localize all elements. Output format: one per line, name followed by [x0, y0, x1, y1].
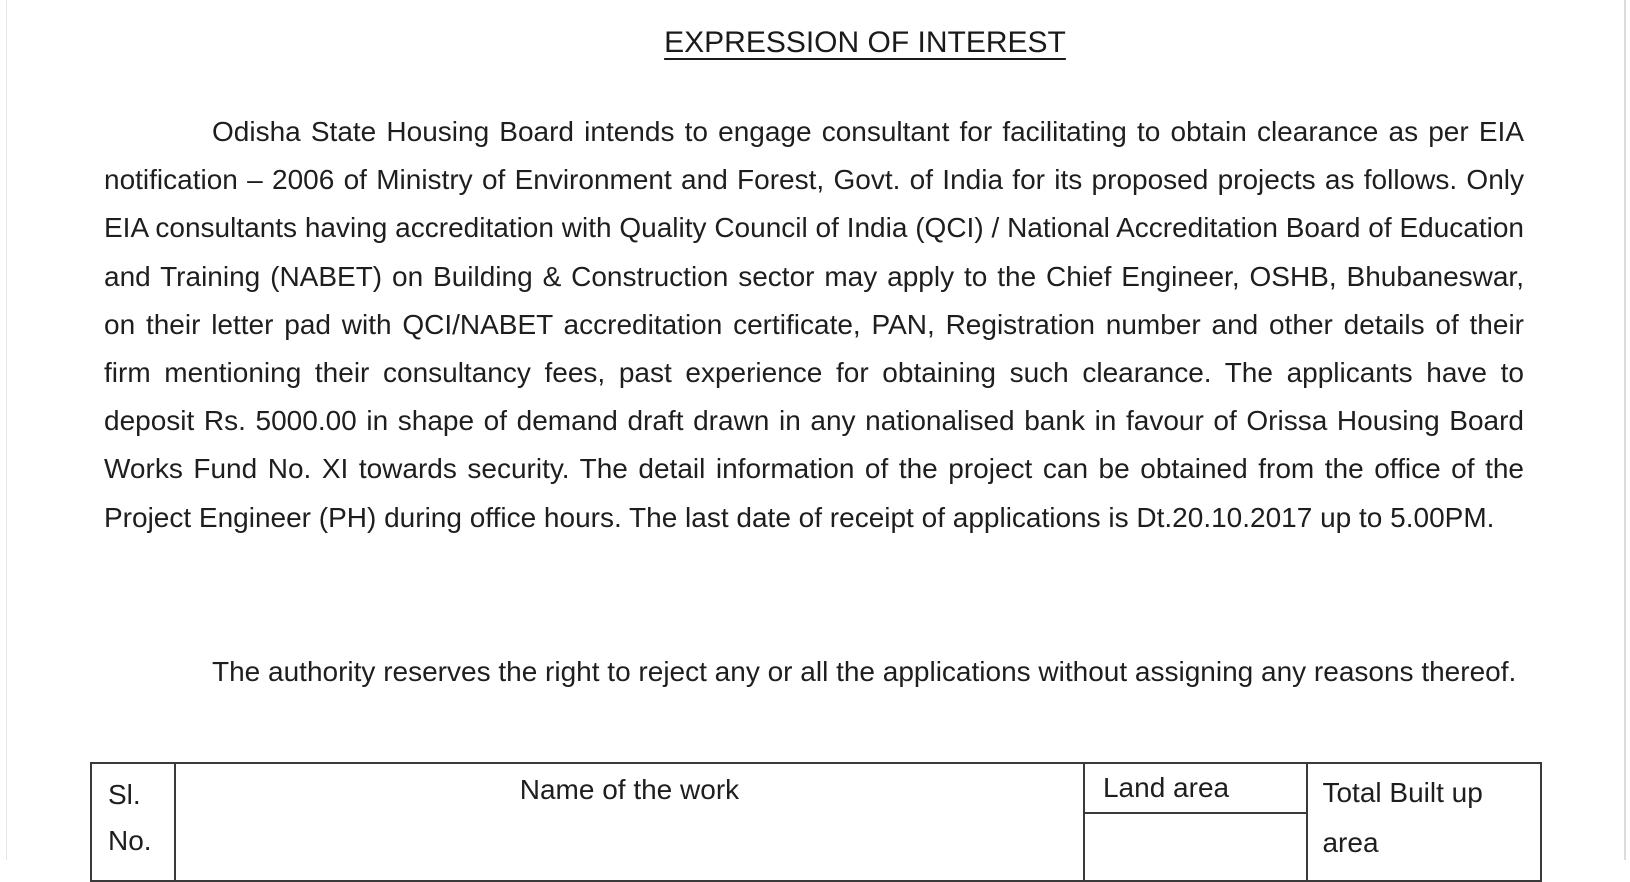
- header-total-built-up-area: Total Built up area: [1322, 777, 1483, 858]
- paragraph-main: [104, 108, 1524, 542]
- header-cell-name-of-work: [175, 763, 1084, 881]
- works-table: [90, 762, 1542, 882]
- header-cell-sl-no: [91, 763, 175, 881]
- paragraph-reservation-text: The authority reserves the right to reject any or all the applications without assigning any reasons thereof.: [212, 656, 1517, 687]
- paragraph-reservation: [104, 648, 1524, 696]
- page-edge-left: [6, 0, 7, 860]
- page-edge-right: [1624, 0, 1626, 860]
- header-name-of-work: Name of the work: [519, 774, 740, 805]
- header-land-area: Land area: [1102, 772, 1230, 803]
- paragraph-main-text: Odisha State Housing Board intends to engage consultant for facilitating to obtain clearance as per EIA notification – 2006 of Ministry of Environment and Forest, Govt. of India for its proposed projects as follows. Only EIA consultants having accreditation with Quality Council of India (QCI) / National Accreditation Board of Education and Training (NABET) on Building & Construction sector may apply to the Chief Engineer, OSHB, Bhubaneswar, on their letter pad with QCI/NABET accreditation certificate, PAN, Registration number and other details of their firm mentioning their consultancy fees, past experience for obtaining such clearance. The applicants have to deposit Rs. 5000.00 in shape of demand draft drawn in any nationalised bank in favour of Orissa Housing Board Works Fund No. XI towards security. The detail information of the project can be obtained from the office of the Project Engineer (PH) during office hours. The last date of receipt of applications is Dt.20.10.2017 up to 5.00PM.: [104, 116, 1524, 533]
- land-area-subdivider: [1084, 812, 1306, 814]
- table-header-row: [91, 763, 1541, 881]
- heading-text: EXPRESSION OF INTEREST: [664, 26, 1066, 59]
- header-cell-land-area: [1084, 763, 1308, 881]
- header-cell-total-built-up-area: [1307, 763, 1541, 881]
- header-sl-no: Sl. No.: [108, 779, 152, 856]
- document-heading: [0, 26, 1630, 60]
